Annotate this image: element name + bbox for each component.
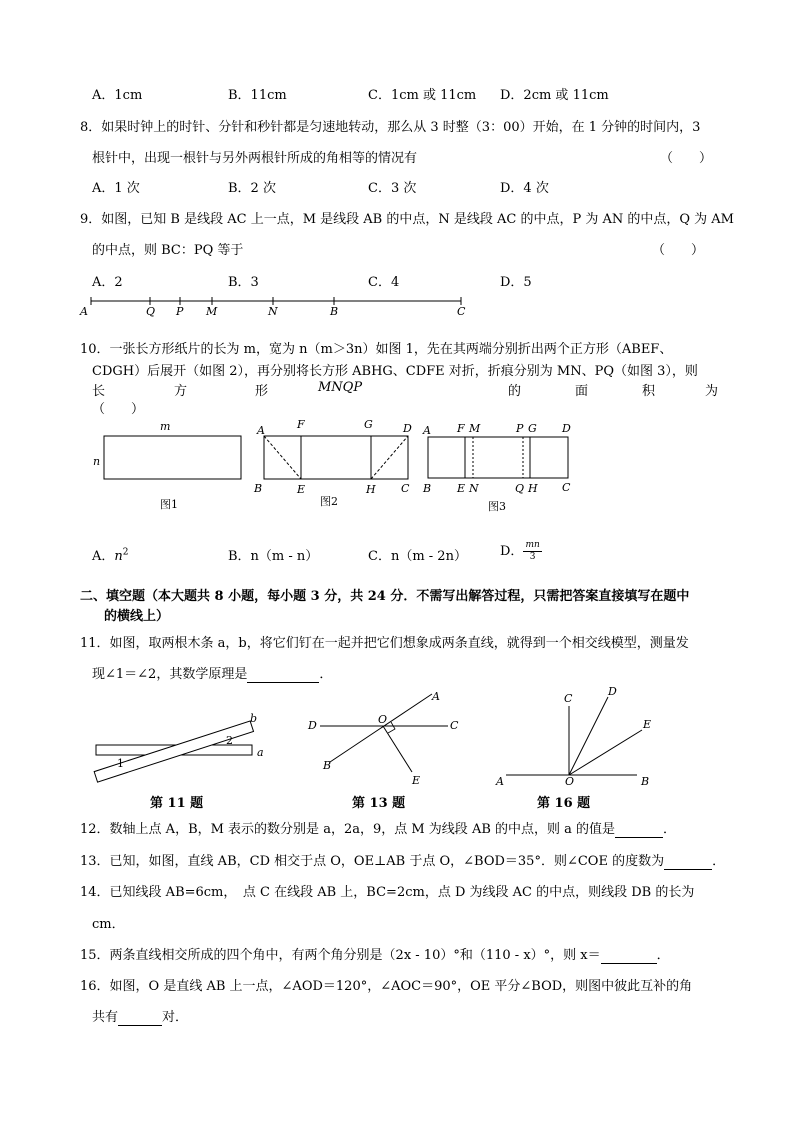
- q11-line2-text: 现∠1＝∠2，其数学原理是: [92, 667, 248, 682]
- q10-line1: 10．一张长方形纸片的长为 m，宽为 n（m＞3n）如图 1，先在其两端分别折出两个正方形（ABEF、: [80, 342, 673, 357]
- q16-line2: [92, 1006, 188, 1026]
- q7-option-c: C．1cm 或 11cm: [368, 88, 477, 103]
- fig3-label-h: H: [528, 482, 538, 495]
- fig16-label-d: D: [608, 685, 617, 698]
- fig11-angle-1: 1: [117, 757, 124, 770]
- fig16-label-b: B: [641, 775, 650, 788]
- q13-answer-blank[interactable]: [664, 854, 712, 870]
- q9-line1: 9．如图，已知 B 是线段 AC 上一点，M 是线段 AB 的中点，N 是线段 AC 的中点，P 为 AN 的中点，Q 为 AM: [80, 212, 734, 227]
- q10-line3-w8: 为: [705, 384, 719, 399]
- q12-text: 12．数轴上点 A，B，M 表示的数分别是 a，2a，9，点 M 为线段 AB 的中点，则 a 的值是: [80, 822, 616, 837]
- q15-line: [80, 944, 670, 964]
- q10-option-d-denominator: 3: [529, 552, 536, 562]
- q12-end: ．: [663, 822, 677, 837]
- fig3-label-q: Q: [515, 482, 525, 495]
- caption-q11: 第 11 题: [150, 796, 204, 811]
- q10-line3-w6: 面: [575, 384, 589, 399]
- fig2-label-f: F: [297, 418, 305, 431]
- fig2-label-e: E: [297, 483, 306, 496]
- q9-option-d: D．5: [500, 275, 532, 290]
- q16-line2-text: 共有: [92, 1010, 119, 1025]
- q10-line3-w7: 积: [642, 384, 656, 399]
- fig3-label-e: E: [457, 482, 466, 495]
- fig3-label-f: F: [457, 422, 465, 435]
- q12-answer-blank[interactable]: [615, 822, 663, 838]
- q16-line1: 16．如图，O 是直线 AB 上一点，∠AOD＝120°，∠AOC＝90°，OE 平分∠BOD，则图中彼此互补的角: [80, 979, 693, 994]
- q9-point-b: B: [330, 305, 339, 318]
- fig3-label-b: B: [423, 482, 432, 495]
- q15-answer-blank[interactable]: [601, 948, 657, 964]
- q9-point-q: Q: [146, 305, 156, 318]
- fig2-label-c: C: [401, 482, 410, 495]
- q9-option-a: A．2: [92, 275, 123, 290]
- q14-line2: cm．: [92, 917, 125, 932]
- fig13-label-o: O: [378, 713, 388, 726]
- q12-line: [80, 818, 676, 838]
- fig1-label-m: m: [160, 420, 171, 433]
- q10-option-a-prefix: A．: [92, 549, 115, 564]
- fig13-label-b: B: [323, 759, 332, 772]
- fig11-label-b: b: [250, 712, 258, 725]
- q15-end: ．: [656, 948, 670, 963]
- q10-line3-w4: MNQP: [318, 380, 363, 395]
- fig13-label-d: D: [308, 719, 317, 732]
- q7-option-a: A．1cm: [92, 88, 143, 103]
- fig2-label-g: G: [364, 418, 373, 431]
- fig2-label-a: A: [257, 424, 265, 437]
- fig3-label-d: D: [562, 422, 571, 435]
- fig13-label-e: E: [412, 774, 421, 787]
- q13-text: 13．已知，如图，直线 AB，CD 相交于点 O，OE⊥AB 于点 O，∠BOD＝35°．则∠COE 的度数为: [80, 854, 665, 869]
- q13-line: [80, 850, 725, 870]
- q8-line2: 根针中，出现一根针与另外两根针所成的角相等的情况有: [92, 151, 418, 166]
- q10-line3-w1: 长: [92, 384, 106, 399]
- q8-paren: （ ）: [660, 151, 713, 166]
- q10-option-d-numerator: mn: [525, 540, 540, 550]
- q11-line2-end: ．: [319, 667, 333, 682]
- q9-option-b: B．3: [228, 275, 259, 290]
- fig2-label-b: B: [254, 482, 263, 495]
- section2-heading-line2: 的横线上）: [104, 609, 170, 624]
- q10-line3-w2: 方: [174, 384, 188, 399]
- q9-point-n: N: [268, 305, 278, 318]
- q8-option-b: B．2 次: [228, 181, 276, 196]
- caption-q16: 第 16 题: [537, 796, 591, 811]
- q11-line1: 11．如图，取两根木条 a，b，将它们钉在一起并把它们想象成两条直线，就得到一个相交线模型，测量发: [80, 636, 689, 651]
- q9-point-p: P: [176, 305, 184, 318]
- q10-option-b: B．n（m - n）: [228, 549, 319, 564]
- fig3-label-c: C: [562, 481, 571, 494]
- fig1-caption: 图1: [160, 498, 178, 511]
- fig3-caption: 图3: [488, 500, 506, 513]
- q10-option-a-value: n: [114, 549, 123, 564]
- fig16-label-o: O: [565, 775, 575, 788]
- fig11-angle-2: 2: [226, 734, 233, 747]
- fig16-label-c: C: [564, 692, 573, 705]
- fig3-label-p: P: [516, 422, 524, 435]
- q9-option-c: C．4: [368, 275, 400, 290]
- fig3-label-m: M: [469, 422, 481, 435]
- fig13-label-c: C: [450, 719, 459, 732]
- q8-line1: 8．如果时钟上的时针、分针和秒针都是匀速地转动，那么从 3 时整（3：00）开始，在 1 分钟的时间内，3: [80, 120, 701, 135]
- q15-text: 15．两条直线相交所成的四个角中，有两个角分别是（2x - 10）°和（110 - x）°，则 x＝: [80, 948, 601, 963]
- q9-point-m: M: [206, 305, 218, 318]
- q7-option-d: D．2cm 或 11cm: [500, 88, 609, 103]
- q10-line2: CDGH）后展开（如图 2），再分别将长方形 ABHG、CDFE 对折，折痕分别为 MN、PQ（如图 3），则: [92, 364, 698, 379]
- q8-option-d: D．4 次: [500, 181, 549, 196]
- q14-line1: 14．已知线段 AB=6cm， 点 C 在线段 AB 上，BC=2cm，点 D 为线段 AC 的中点，则线段 DB 的长为: [80, 885, 695, 900]
- fig2-label-h: H: [366, 483, 376, 496]
- fig13-label-a: A: [432, 690, 440, 703]
- q10-option-d-prefix: D．: [500, 544, 524, 559]
- fig1-label-n: n: [93, 455, 101, 468]
- q9-point-c: C: [457, 305, 466, 318]
- q8-option-c: C．3 次: [368, 181, 417, 196]
- caption-q13: 第 13 题: [352, 796, 406, 811]
- q8-option-a: A．1 次: [92, 181, 140, 196]
- q7-option-b: B．11cm: [228, 88, 287, 103]
- fig2-caption: 图2: [320, 495, 338, 508]
- fig3-label-n: N: [469, 482, 479, 495]
- fig16-label-e: E: [643, 718, 652, 731]
- q13-end: ．: [712, 854, 726, 869]
- section2-heading-line1: 二、填空题（本大题共 8 小题，每小题 3 分，共 24 分．不需写出解答过程，只需把答案直接填写在题中: [80, 589, 690, 604]
- fig3-label-a: A: [423, 424, 431, 437]
- fig2-label-d: D: [403, 422, 412, 435]
- q16-answer-blank[interactable]: [118, 1010, 162, 1026]
- q9-paren: （ ）: [652, 243, 705, 258]
- fig16-label-a: A: [496, 775, 504, 788]
- fig3-label-g: G: [528, 422, 537, 435]
- q10-line3-w5: 的: [508, 384, 522, 399]
- q9-point-a: A: [80, 305, 88, 318]
- q16-line2-end: 对．: [162, 1010, 189, 1025]
- q10-paren: （ ）: [92, 402, 145, 417]
- q9-line2: 的中点，则 BC：PQ 等于: [92, 243, 244, 258]
- fig11-label-a: a: [257, 746, 264, 759]
- q10-line3-w3: 形: [255, 384, 269, 399]
- q10-option-c: C．n（m - 2n）: [368, 549, 467, 564]
- q10-option-a-exponent: 2: [122, 547, 129, 558]
